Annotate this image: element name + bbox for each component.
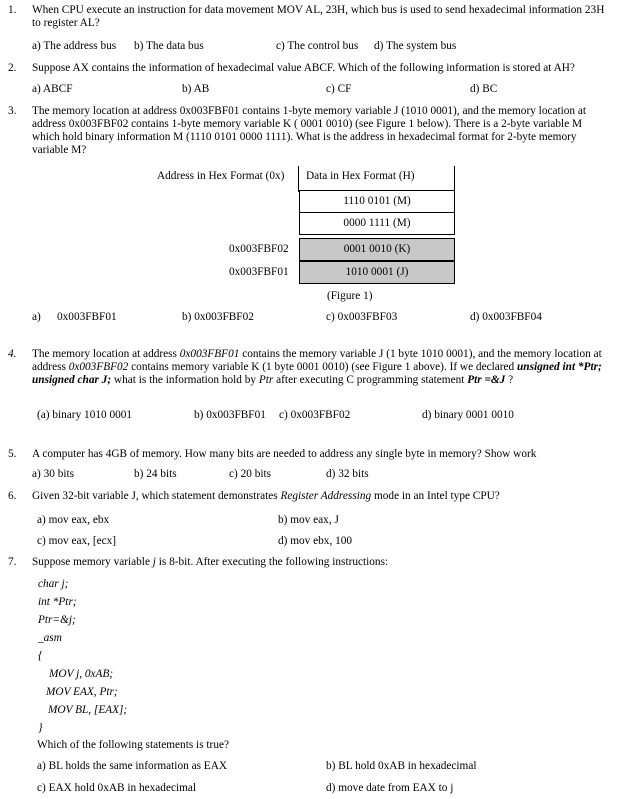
code-line-9: }: [38, 722, 43, 734]
q7-number: 7.: [8, 556, 17, 568]
q5-option-d[interactable]: d) 32 bits: [326, 468, 369, 480]
q2-number: 2.: [8, 62, 17, 74]
q4-text: The memory location at address 0x003FBF01 contains the memory variable J (1 byte 1010 0001), and the memory location at address 0x003FBF02 contains memory variable K (1 byte 0001 0010) (see Figure 1 above). If we declared unsigned int *Ptr; unsigned char J; what is the information hold by Ptr after executing C programming statement Ptr =&J ?: [32, 348, 602, 386]
q5-text: A computer has 4GB of memory. How many bits are needed to address any single byte in memory? Show work: [32, 448, 537, 460]
q3-text: The memory location at address 0x003FBF01 contains 1-byte memory variable J (1010 0001), and the memory location at address 0x003FBF02 contains 1-byte memory variable K ( 0001 0010) (see Figure 1 below). There is a 2-byte variable M which hold binary information M (1110 0101 0000 1111). What is the address in hexadecimal format for 2-byte memory variable M?: [32, 105, 587, 156]
q1-text: When CPU execute an instruction for data movement MOV AL, 23H, which bus is used to send hexadecimal information 23H to register AL?: [32, 4, 605, 29]
q3-option-b[interactable]: b) 0x003FBF02: [182, 311, 254, 323]
q4-option-a[interactable]: (a) binary 1010 0001: [37, 409, 133, 421]
q6-option-c[interactable]: c) mov eax, [ecx]: [37, 535, 117, 547]
code-line-8: MOV BL, [EAX];: [48, 704, 128, 716]
data-header: Data in Hex Format (H): [306, 170, 415, 182]
q4-option-b[interactable]: b) 0x003FBF01: [194, 409, 266, 421]
table-addr-row3: 0x003FBF02: [229, 243, 289, 255]
table-cell-row4: 1010 0001 (J): [299, 261, 455, 284]
table-addr-row4: 0x003FBF01: [229, 266, 289, 278]
q4-option-d[interactable]: d) binary 0001 0010: [422, 409, 514, 421]
code-line-2: int *Ptr;: [38, 596, 77, 608]
q5-option-a[interactable]: a) 30 bits: [32, 468, 75, 480]
table-cell-row1: 1110 0101 (M): [299, 190, 455, 213]
q4-option-c[interactable]: c) 0x003FBF02: [279, 409, 351, 421]
q6-option-a[interactable]: a) mov eax, ebx: [37, 514, 110, 526]
q2-text: Suppose AX contains the information of hexadecimal value ABCF. Which of the following information is stored at AH?: [32, 62, 575, 74]
q6-option-b[interactable]: b) mov eax, J: [278, 514, 339, 526]
q2-option-c[interactable]: c) CF: [326, 83, 352, 95]
code-line-1: char j;: [38, 578, 69, 590]
q2-option-a[interactable]: a) ABCF: [32, 83, 73, 95]
q7-question: Which of the following statements is true?: [37, 739, 229, 751]
q3-option-d[interactable]: d) 0x003FBF04: [470, 311, 542, 323]
q4-number: 4.: [8, 348, 17, 360]
q7-option-b[interactable]: b) BL hold 0xAB in hexadecimal: [326, 760, 477, 772]
code-line-3: Ptr=&j;: [38, 614, 76, 626]
code-line-4: _asm: [38, 632, 62, 644]
q5-number: 5.: [8, 448, 17, 460]
q3-option-a-label[interactable]: a): [32, 311, 41, 323]
q3-number: 3.: [8, 105, 17, 117]
q5-option-b[interactable]: b) 24 bits: [134, 468, 177, 480]
q2-option-b[interactable]: b) AB: [182, 83, 210, 95]
table-cell-row2: 0000 1111 (M): [299, 212, 455, 235]
address-header: Address in Hex Format (0x): [157, 170, 285, 182]
code-line-5: {: [38, 650, 43, 662]
q6-number: 6.: [8, 490, 17, 502]
table-cell-row3: 0001 0010 (K): [299, 238, 455, 261]
q2-option-d[interactable]: d) BC: [470, 83, 498, 95]
code-line-6: MOV j, 0xAB;: [49, 668, 114, 680]
q7-option-c[interactable]: c) EAX hold 0xAB in hexadecimal: [37, 782, 197, 794]
q7-option-a[interactable]: a) BL holds the same information as EAX: [37, 760, 228, 772]
q1-option-b[interactable]: b) The data bus: [134, 40, 204, 52]
q1-option-c[interactable]: c) The control bus: [276, 40, 359, 52]
q1-option-a[interactable]: a) The address bus: [32, 40, 117, 52]
q1-option-d[interactable]: d) The system bus: [374, 40, 457, 52]
q7-text: Suppose memory variable j is 8-bit. After executing the following instructions:: [32, 556, 389, 568]
table-header-divider: [298, 166, 299, 192]
q6-option-d[interactable]: d) mov ebx, 100: [278, 535, 353, 547]
q5-option-c[interactable]: c) 20 bits: [229, 468, 272, 480]
q1-number: 1.: [8, 4, 17, 16]
q3-option-a[interactable]: 0x003FBF01: [57, 311, 117, 323]
q3-option-c[interactable]: c) 0x003FBF03: [326, 311, 398, 323]
table-right-border: [454, 166, 455, 192]
q7-option-d[interactable]: d) move date from EAX to j: [326, 782, 454, 794]
figure-caption: (Figure 1): [327, 290, 373, 302]
code-line-7: MOV EAX, Ptr;: [46, 686, 118, 698]
q6-text: Given 32-bit variable J, which statement demonstrates Register Addressing mode in an Intel type CPU?: [32, 490, 500, 502]
